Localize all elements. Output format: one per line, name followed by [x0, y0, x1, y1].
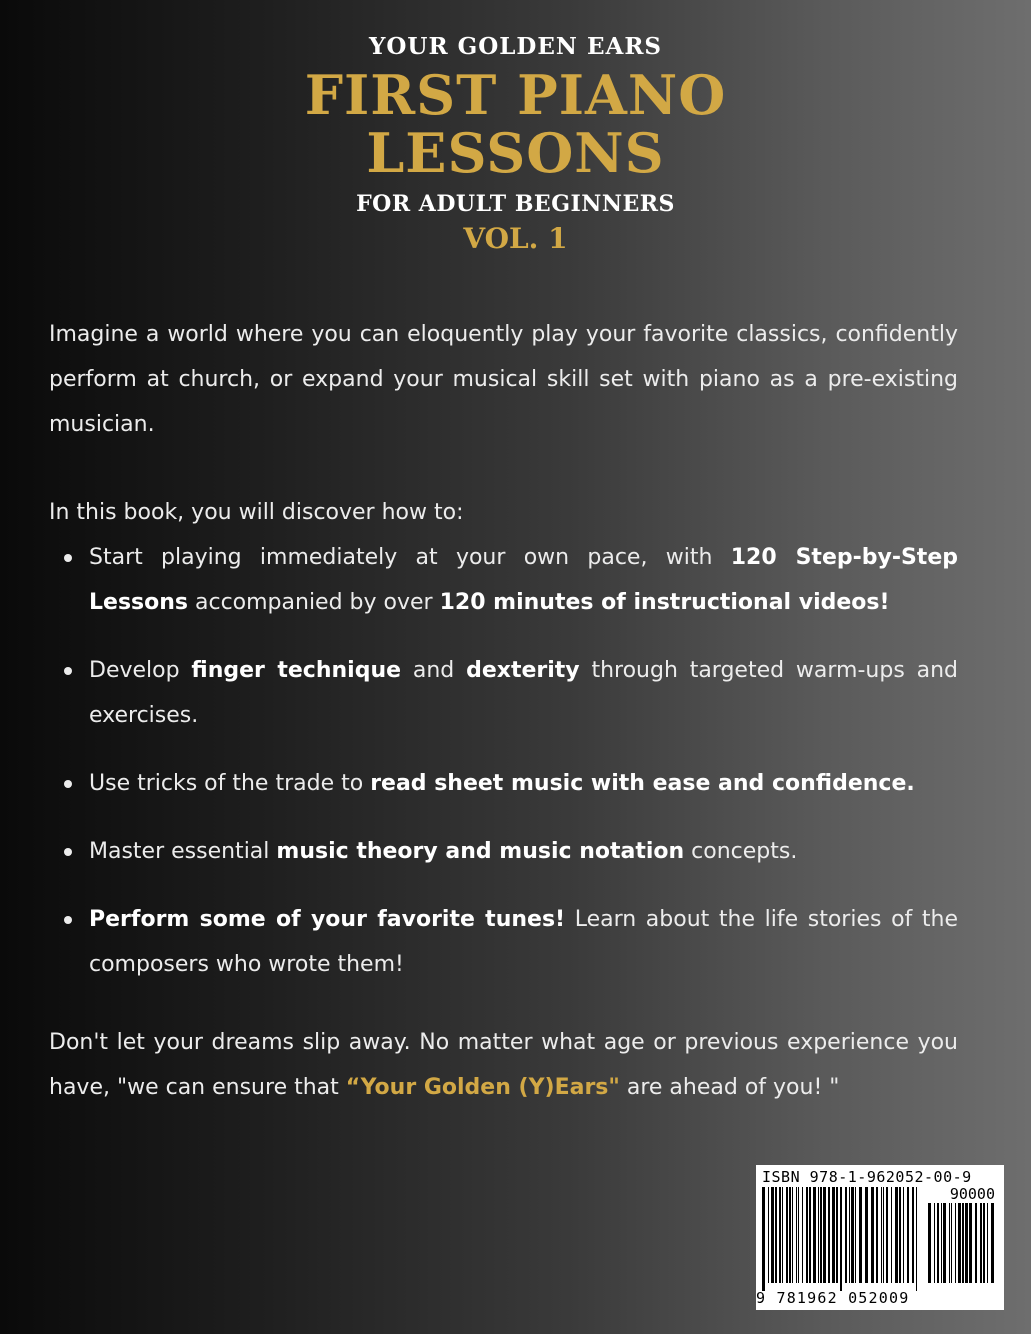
- barcode-bars: [760, 1187, 920, 1291]
- barcode-addon-bars: [926, 1203, 998, 1291]
- item-text: Use tricks of the trade to: [89, 771, 371, 796]
- item-text: Start playing immediately at your own pace, with: [89, 545, 731, 570]
- bullet-icon: [64, 848, 72, 856]
- closing-highlight: “Your Golden (Y)Ears": [345, 1075, 620, 1100]
- subtitle: FOR ADULT BEGINNERS: [356, 191, 675, 217]
- item-bold: read sheet music with ease and confidence.: [370, 771, 915, 796]
- lead-in: In this book, you will discover how to:: [49, 500, 464, 525]
- list-item: [49, 829, 958, 874]
- item-text: Learn about the life stories of the composers who wrote them!: [89, 907, 958, 977]
- closing-text: Don't let your dreams slip away. No matter what age or previous experience you have, "we can ensure that: [49, 1030, 958, 1100]
- title-line-2: LESSONS: [366, 121, 665, 185]
- bullet-icon: [64, 667, 72, 675]
- feature-list: [49, 535, 958, 987]
- item-bold: dexterity: [466, 658, 580, 683]
- cover-header: [0, 30, 1031, 258]
- item-text: Develop: [89, 658, 192, 683]
- closing-text: are ahead of you! ": [619, 1075, 840, 1100]
- bullet-icon: [64, 916, 72, 924]
- list-item: [49, 535, 958, 625]
- isbn-label: ISBN 978-1-962052-00-9: [762, 1168, 972, 1186]
- item-bold: 120 Step-by-Step Lessons: [89, 545, 958, 615]
- title-line-1: FIRST PIANO: [304, 63, 727, 127]
- intro-paragraph: Imagine a world where you can eloquently play your favorite classics, confidently perform at church, or expand your musical skill set with piano as a pre-existing musician.: [49, 322, 958, 437]
- closing-paragraph: [49, 1020, 958, 1110]
- bullet-icon: [64, 780, 72, 788]
- item-text: concepts.: [684, 839, 798, 864]
- list-item: [49, 761, 958, 806]
- list-item: [49, 648, 958, 738]
- item-text: accompanied by over: [188, 590, 440, 615]
- barcode-digits: 9 781962 052009: [756, 1289, 910, 1307]
- barcode: [756, 1165, 1004, 1310]
- item-bold: Perform some of your favorite tunes!: [89, 907, 566, 932]
- list-item: [49, 897, 958, 987]
- series-name: YOUR GOLDEN EARS: [368, 33, 663, 60]
- item-bold: music theory and music notation: [276, 839, 685, 864]
- item-text: Master essential: [89, 839, 277, 864]
- item-text: and: [401, 658, 467, 683]
- volume-label: VOL. 1: [463, 222, 568, 255]
- item-text: through targeted warm-ups and exercises.: [89, 658, 958, 728]
- price-code: 90000: [949, 1185, 995, 1203]
- bullet-icon: [64, 554, 72, 562]
- item-bold: finger technique: [191, 658, 402, 683]
- blurb: [49, 312, 958, 1110]
- item-bold: 120 minutes of instructional videos!: [439, 590, 890, 615]
